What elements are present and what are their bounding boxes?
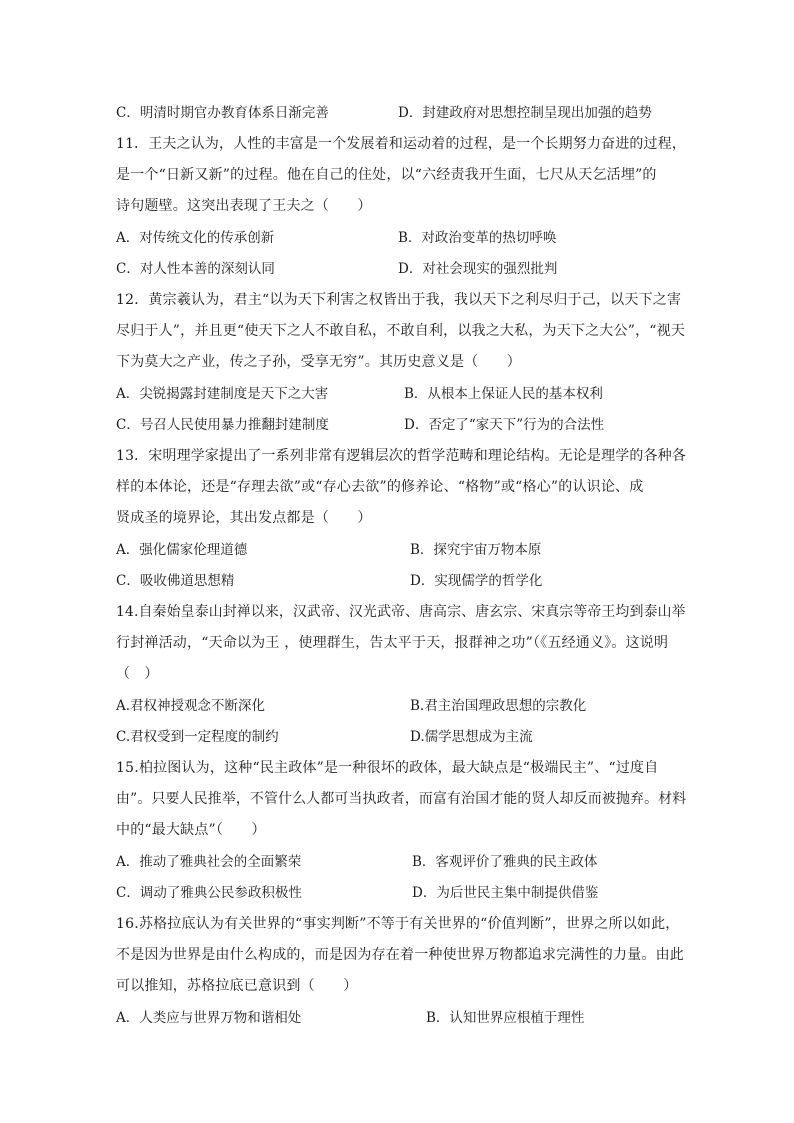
q16-stem-line-2: 不是因为世界是由什么构成的，而是因为存在着一种使世界万物都追求完满性的力量。由此 (116, 947, 684, 963)
q12-option-b: B．从根本上保证人民的基本权利 (404, 386, 603, 402)
q10-option-c: C．明清时期官办教育体系日渐完善 (116, 105, 329, 121)
q11-option-a: A．对传统文化的传承创新 (116, 230, 275, 246)
q13-stem-line-3: 贤成圣的境界论，其出发点都是（ ） (116, 510, 372, 526)
q13-stem-line-1: 13．宋明理学家提出了一系列非常有逻辑层次的哲学范畴和理论结构。无论是理学的各种各 (116, 448, 687, 464)
q13-option-c: C．吸收佛道思想精 (116, 573, 235, 589)
q15-stem-line-2: 由”。只要人民推举，不管什么人都可当执政者，而富有治国才能的贤人却反而被抛弃。材料 (116, 791, 687, 807)
q14-option-a: A.君权神授观念不断深化 (116, 698, 266, 714)
q10-option-d: D．封建政府对思想控制呈现出加强的趋势 (398, 105, 652, 121)
q11-option-b: B．对政治变革的热切呼唤 (398, 230, 557, 246)
q15-option-b: B．客观评价了雅典的民主政体 (412, 854, 598, 870)
q13-stem-line-2: 样的本体论，还是“存理去欲”或“存心去欲”的修养论、“格物”或“格心”的认识论、成 (116, 479, 644, 495)
q15-stem-line-1: 15.柏拉图认为，这种“民主政体”是一种很坏的政体，最大缺点是“极端民主”、“过度自 (116, 760, 659, 776)
q16-option-a: A．人类应与世界万物和谐相处 (116, 1010, 302, 1026)
q12-stem-line-1: 12．黄宗羲认为，君主“以为天下利害之权皆出于我，我以天下之利尽归于己，以天下之害 (116, 292, 682, 308)
q12-option-a: A．尖锐揭露封建制度是天下之大害 (116, 386, 329, 402)
q14-option-b: B.君主治国理政思想的宗教化 (410, 698, 587, 714)
q14-option-c: C.君权受到一定程度的制约 (116, 729, 279, 745)
q12-stem-line-3: 下为莫大之产业，传之子孙，受享无穷”。其历史意义是（ ） (116, 354, 521, 370)
q13-option-b: B．探究宇宙万物本原 (410, 542, 542, 558)
q13-option-a: A．强化儒家伦理道德 (116, 542, 248, 558)
q13-option-d: D．实现儒学的哲学化 (410, 573, 543, 589)
q11-option-d: D．对社会现实的强烈批判 (398, 261, 558, 277)
q14-stem-line-2: 行封禅活动，“天命以为王 ，使理群生，告太平于天，报群神之功”（《五经通义》。这说明 (116, 635, 669, 651)
q11-stem-line-1: 11．王夫之认为，人性的丰富是一个发展着和运动着的过程，是一个长期努力奋进的过程， (116, 136, 687, 152)
q16-option-b: B．认知世界应根植于理性 (426, 1010, 585, 1026)
q16-stem-line-3: 可以推知，苏格拉底已意识到（ ） (116, 978, 358, 994)
q15-option-d: D．为后世民主集中制提供借鉴 (412, 885, 599, 901)
q15-stem-line-3: 中的“最大缺点”（ ） (116, 822, 266, 838)
q12-option-d: D．否定了“家天下”行为的合法性 (404, 417, 605, 433)
q12-option-c: C．号召人民使用暴力推翻封建制度 (116, 417, 329, 433)
q11-option-c: C．对人性本善的深刻认同 (116, 261, 275, 277)
q14-option-d: D.儒学思想成为主流 (410, 729, 533, 745)
q11-stem-line-3: 诗句题壁。这突出表现了王夫之（ ） (116, 198, 372, 214)
q14-stem-line-1: 14.自秦始皇泰山封禅以来，汉武帝、汉光武帝、唐高宗、唐玄宗、宋真宗等帝王均到泰山举 (116, 604, 686, 620)
q11-stem-line-2: 是一个“日新又新”的过程。他在自己的住处，以“六经责我开生面，七尺从天乞活埋”的 (116, 167, 657, 183)
q16-stem-line-1: 16.苏格拉底认为有关世界的“事实判断”不等于有关世界的“价值判断”，世界之所以如此， (116, 916, 680, 932)
q14-stem-line-3: （ ） (116, 666, 159, 682)
q15-option-c: C．调动了雅典公民参政积极性 (116, 885, 302, 901)
q12-stem-line-2: 尽归于人”，并且更“使天下之人不敢自私，不敢自利，以我之大私，为天下之大公”，“视天 (116, 323, 686, 339)
q15-option-a: A．推动了雅典社会的全面繁荣 (116, 854, 302, 870)
